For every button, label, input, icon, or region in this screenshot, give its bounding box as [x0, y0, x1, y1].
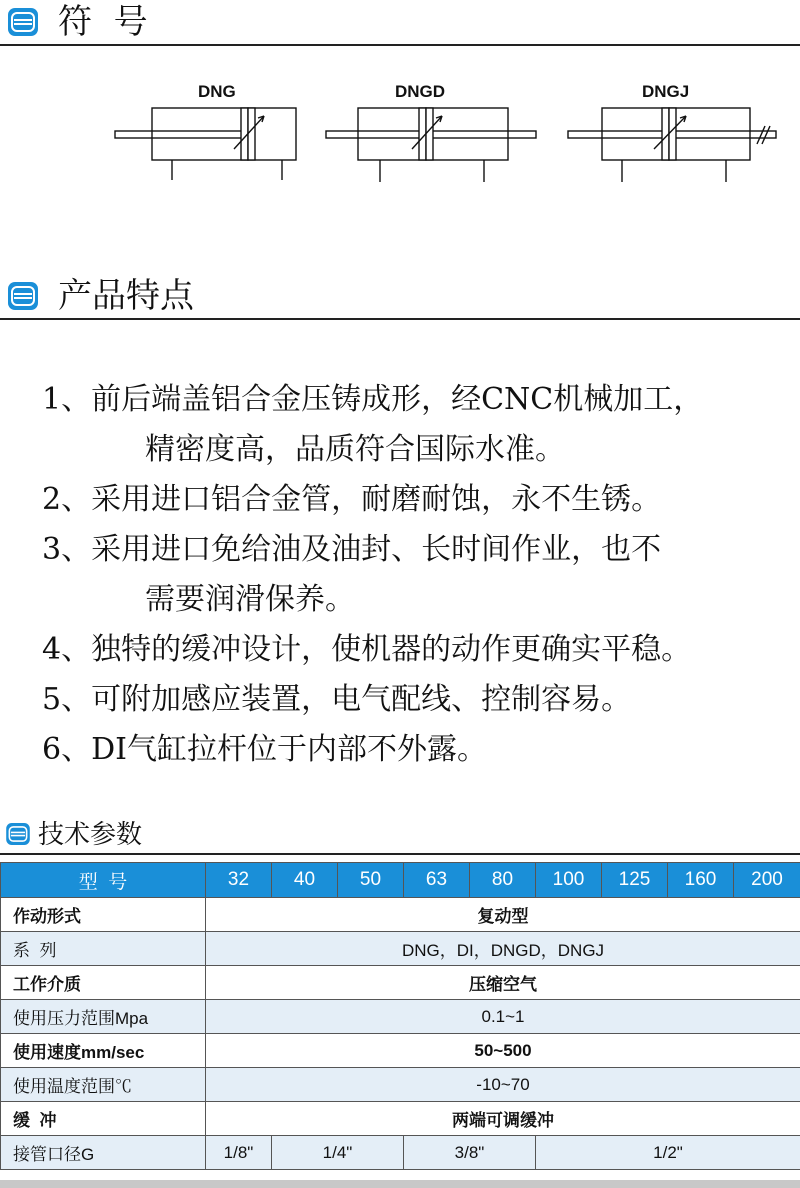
params-divider	[0, 853, 800, 855]
symbol-dngj	[564, 80, 784, 190]
table-row	[1, 932, 800, 966]
symbol-dng	[110, 80, 310, 190]
section-logo-icon	[6, 823, 30, 845]
header-model-label: 型 号	[1, 863, 206, 898]
symbols-divider	[0, 44, 800, 46]
features-section-header	[0, 276, 800, 322]
row-label-medium: 工作介质	[1, 966, 206, 1000]
cylinder-symbol-dng	[110, 80, 310, 190]
row-value-medium: 压缩空气	[206, 966, 800, 1000]
feature-item-3: 3、采用进口免给油及油封、长时间作业，也不	[42, 532, 662, 567]
symbol-dngd	[322, 80, 542, 190]
header-size-cell: 125	[602, 863, 668, 898]
symbol-label-dngj: DNGJ	[642, 82, 690, 101]
table-row	[1, 1000, 800, 1034]
row-label-series: 系 列	[1, 932, 206, 966]
table-row	[1, 1034, 800, 1068]
row-value-cushion: 两端可调缓冲	[206, 1102, 800, 1136]
params-table	[0, 862, 800, 1170]
row-value-pressure: 0.1~1	[206, 1000, 800, 1034]
feature-item-1-cont: 精密度高，品质符合国际水准。	[145, 432, 565, 467]
header-size-cell: 200	[734, 863, 800, 898]
cylinder-symbol-dngd	[322, 80, 542, 190]
row-label-pressure: 使用压力范围Mpa	[1, 1000, 206, 1034]
header-size-cell: 100	[536, 863, 602, 898]
header-size-cell: 63	[404, 863, 470, 898]
symbol-label-dng: DNG	[198, 82, 236, 101]
feature-item-2: 2、采用进口铝合金管，耐磨耐蚀，永不生锈。	[42, 482, 662, 517]
feature-item-3-cont: 需要润滑保养。	[145, 582, 355, 617]
row-value-port: 1/8"	[206, 1136, 272, 1170]
table-row	[1, 1102, 800, 1136]
header-size-cell: 50	[338, 863, 404, 898]
feature-item-4: 4、独特的缓冲设计，使机器的动作更确实平稳。	[42, 632, 692, 667]
header-size-cell: 80	[470, 863, 536, 898]
table-header-row	[1, 863, 800, 898]
symbols-section-header	[0, 0, 800, 46]
bottom-border	[0, 1180, 800, 1188]
table-row	[1, 1136, 800, 1170]
symbols-title: 符 号	[58, 2, 148, 42]
row-value-temperature: -10~70	[206, 1068, 800, 1102]
row-value-action: 复动型	[206, 898, 800, 932]
row-value-port: 1/4"	[272, 1136, 404, 1170]
row-label-cushion: 缓 冲	[1, 1102, 206, 1136]
feature-item-1: 1、前后端盖铝合金压铸成形，经CNC机械加工，	[42, 382, 704, 417]
row-label-speed: 使用速度mm/sec	[1, 1034, 206, 1068]
row-value-series: DNG，DI，DNGD，DNGJ	[206, 932, 800, 966]
features-title: 产品特点	[58, 276, 194, 316]
table-row	[1, 898, 800, 932]
feature-item-5: 5、可附加感应装置，电气配线、控制容易。	[42, 682, 632, 717]
table-row	[1, 1068, 800, 1102]
header-size-cell: 160	[668, 863, 734, 898]
params-title: 技术参数	[38, 820, 143, 850]
cylinder-symbol-dngj	[564, 80, 784, 190]
row-value-port: 1/2"	[536, 1136, 800, 1170]
row-label-temperature: 使用温度范围℃	[1, 1068, 206, 1102]
header-size-cell: 32	[206, 863, 272, 898]
table-row	[1, 966, 800, 1000]
features-divider	[0, 318, 800, 320]
symbol-label-dngd: DNGD	[395, 82, 446, 101]
section-logo-icon	[8, 282, 38, 310]
row-label-port: 接管口径G	[1, 1136, 206, 1170]
row-label-action: 作动形式	[1, 898, 206, 932]
feature-item-6: 6、DI气缸拉杆位于内部不外露。	[42, 732, 487, 767]
section-logo-icon	[8, 8, 38, 36]
row-value-port: 3/8"	[404, 1136, 536, 1170]
row-value-speed: 50~500	[206, 1034, 800, 1068]
header-size-cell: 40	[272, 863, 338, 898]
